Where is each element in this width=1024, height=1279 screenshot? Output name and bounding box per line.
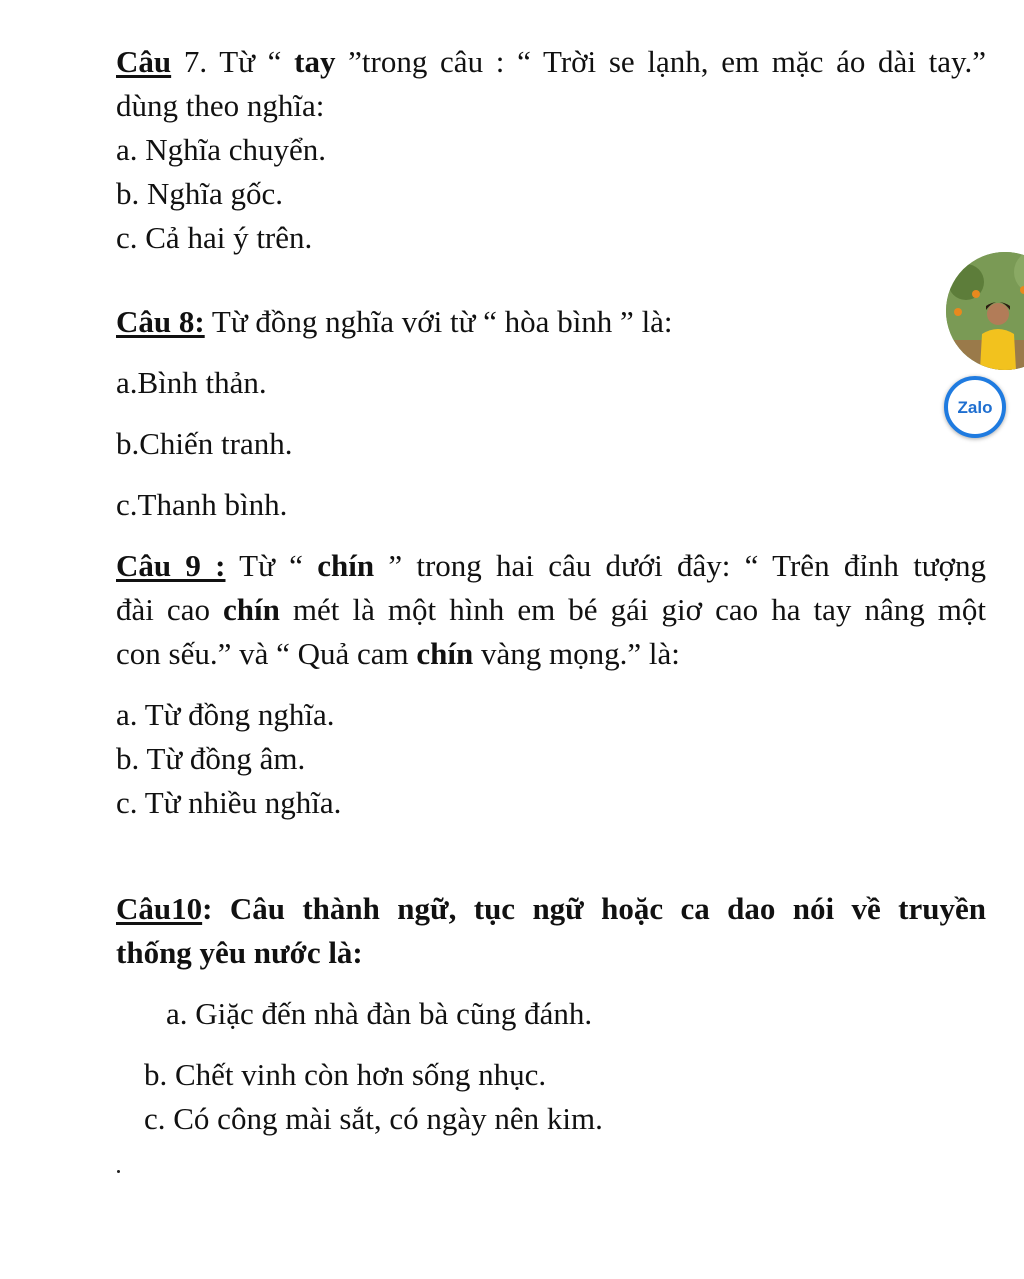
question-9-line-1: Câu 9 : Từ “ chín ” trong hai câu dưới đây: “ Trên đỉnh tượng (116, 548, 987, 583)
question-10-line-2: thống yêu nước là: (116, 935, 363, 970)
avatar[interactable] (946, 252, 1024, 370)
question-7-option-a: a. Nghĩa chuyển. (116, 132, 327, 167)
zalo-chat-bubble[interactable] (944, 252, 1024, 442)
question-9 (116, 544, 986, 825)
question-10-label: Câu10 (116, 891, 203, 926)
question-9-label: Câu 9 : (116, 548, 226, 583)
question-10-line-1: Câu10: Câu thành ngữ, tục ngữ hoặc ca dao nói về truyền (116, 891, 986, 926)
question-7-line-2: dùng theo nghĩa: (116, 88, 325, 123)
question-10 (116, 887, 986, 1141)
question-8-option-a: a.Bình thản. (116, 365, 267, 400)
question-8-label: Câu 8: (116, 304, 205, 339)
question-10-option-b: b. Chết vinh còn hơn sống nhục. (144, 1057, 547, 1092)
question-9-line-3: con sếu.” và “ Quả cam chín vàng mọng.” là: (116, 636, 680, 671)
question-9-line-2: đài cao chín mét là một hình em bé gái giơ cao ha tay nâng một (116, 592, 986, 627)
question-9-option-c: c. Từ nhiều nghĩa. (116, 785, 342, 820)
question-9-option-b: b. Từ đồng âm. (116, 741, 306, 776)
question-8-option-b: b.Chiến tranh. (116, 426, 293, 461)
zalo-logo-icon[interactable]: Zalo (944, 376, 1006, 438)
document-page (116, 40, 986, 1141)
question-10-option-c: c. Có công mài sắt, có ngày nên kim. (144, 1101, 603, 1136)
question-7-label: Câu (116, 44, 172, 79)
question-9-option-a: a. Từ đồng nghĩa. (116, 697, 335, 732)
question-8-option-c: c.Thanh bình. (116, 487, 288, 522)
stray-dot (117, 1170, 120, 1173)
question-10-option-a: a. Giặc đến nhà đàn bà cũng đánh. (166, 996, 593, 1031)
question-7-option-c: c. Cả hai ý trên. (116, 220, 313, 255)
question-7-option-b: b. Nghĩa gốc. (116, 176, 284, 211)
question-7 (116, 40, 986, 260)
question-8 (116, 300, 986, 527)
avatar-photo-icon (946, 252, 1024, 370)
question-8-text: Câu 8: Từ đồng nghĩa với từ “ hòa bình ” là: (116, 304, 673, 339)
question-7-line-1: Câu 7. Từ “ tay ”trong câu : “ Trời se lạnh, em mặc áo dài tay.” (116, 44, 986, 79)
